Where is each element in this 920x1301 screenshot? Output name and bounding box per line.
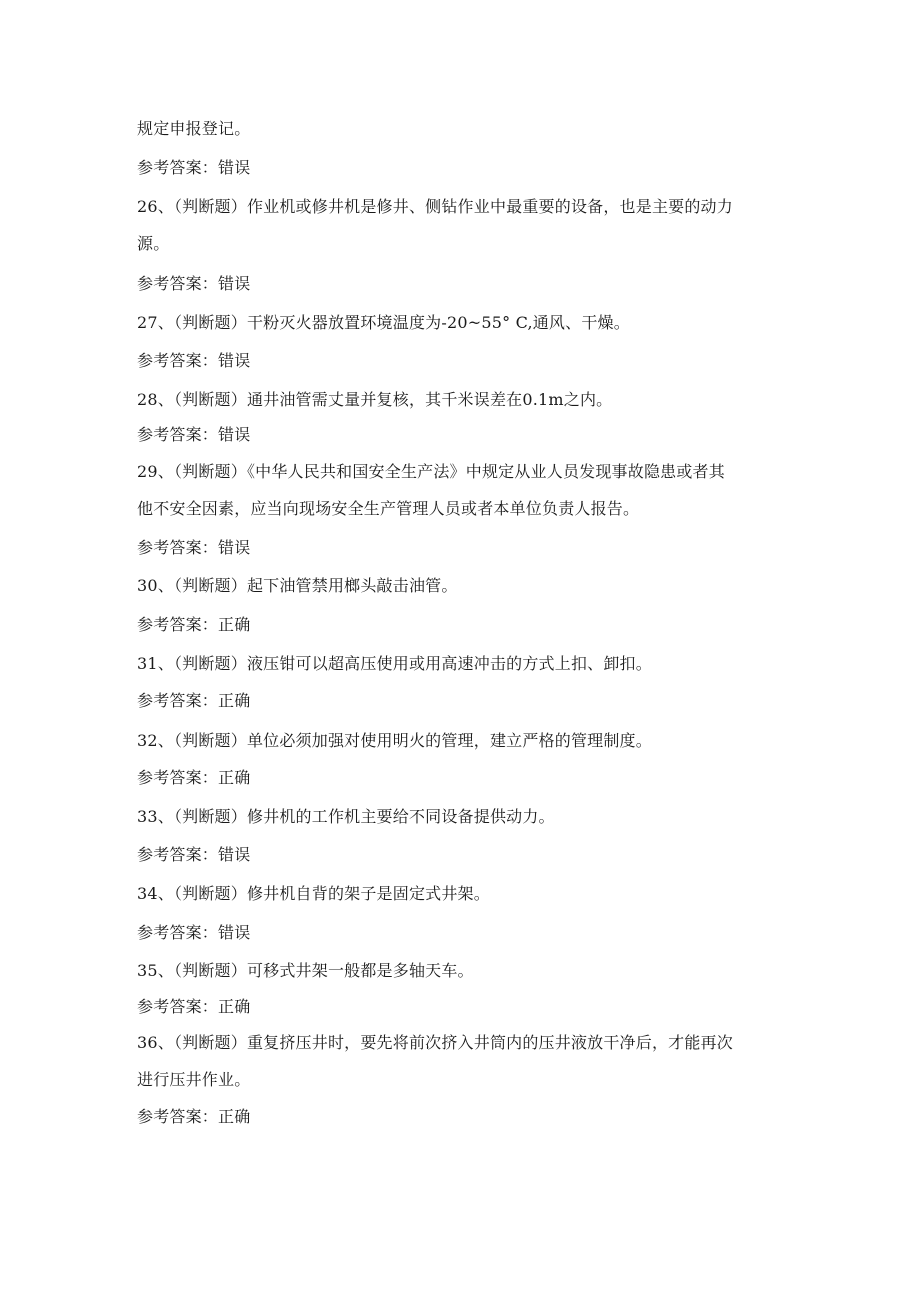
question-30-text: 30、（判断题）起下油管禁用榔头敲击油管。 <box>137 576 458 595</box>
answer-31: 参考答案：正确 <box>137 691 251 710</box>
answer-32: 参考答案：正确 <box>137 768 251 787</box>
question-28-text: 28、（判断题）通井油管需丈量并复核，其千米误差在0.1m之内。 <box>137 390 613 409</box>
answer-26: 参考答案：错误 <box>137 274 251 293</box>
question-25-text-cont: 规定申报登记。 <box>137 119 251 138</box>
question-36-text: 36、（判断题）重复挤压井时，要先将前次挤入井筒内的压井液放干净后，才能再次 <box>137 1033 733 1052</box>
question-26-text-cont: 源。 <box>137 234 170 253</box>
question-26-text: 26、（判断题）作业机或修井机是修井、侧钻作业中最重要的设备，也是主要的动力 <box>137 197 733 216</box>
question-34-text: 34、（判断题）修井机自背的架子是固定式井架。 <box>137 884 490 903</box>
question-33-text: 33、（判断题）修井机的工作机主要给不同设备提供动力。 <box>137 807 555 826</box>
question-29-text-cont: 他不安全因素，应当向现场安全生产管理人员或者本单位负责人报告。 <box>137 499 640 518</box>
question-29-text: 29、（判断题）《中华人民共和国安全生产法》中规定从业人员发现事故隐患或者其 <box>137 462 725 481</box>
answer-28: 参考答案：错误 <box>137 425 251 444</box>
question-36-text-cont: 进行压井作业。 <box>137 1070 251 1089</box>
question-27-text: 27、（判断题）干粉灭火器放置环境温度为-20~55° C,通风、干燥。 <box>137 313 630 332</box>
answer-30: 参考答案：正确 <box>137 615 251 634</box>
question-35-text: 35、（判断题）可移式井架一般都是多轴天车。 <box>137 961 474 980</box>
answer-33: 参考答案：错误 <box>137 845 251 864</box>
answer-25: 参考答案：错误 <box>137 158 251 177</box>
answer-36: 参考答案：正确 <box>137 1107 251 1126</box>
question-31-text: 31、（判断题）液压钳可以超高压使用或用高速冲击的方式上扣、卸扣。 <box>137 654 652 673</box>
answer-35: 参考答案：正确 <box>137 997 251 1016</box>
answer-27: 参考答案：错误 <box>137 351 251 370</box>
answer-34: 参考答案：错误 <box>137 923 251 942</box>
question-32-text: 32、（判断题）单位必须加强对使用明火的管理，建立严格的管理制度。 <box>137 731 652 750</box>
answer-29: 参考答案：错误 <box>137 538 251 557</box>
